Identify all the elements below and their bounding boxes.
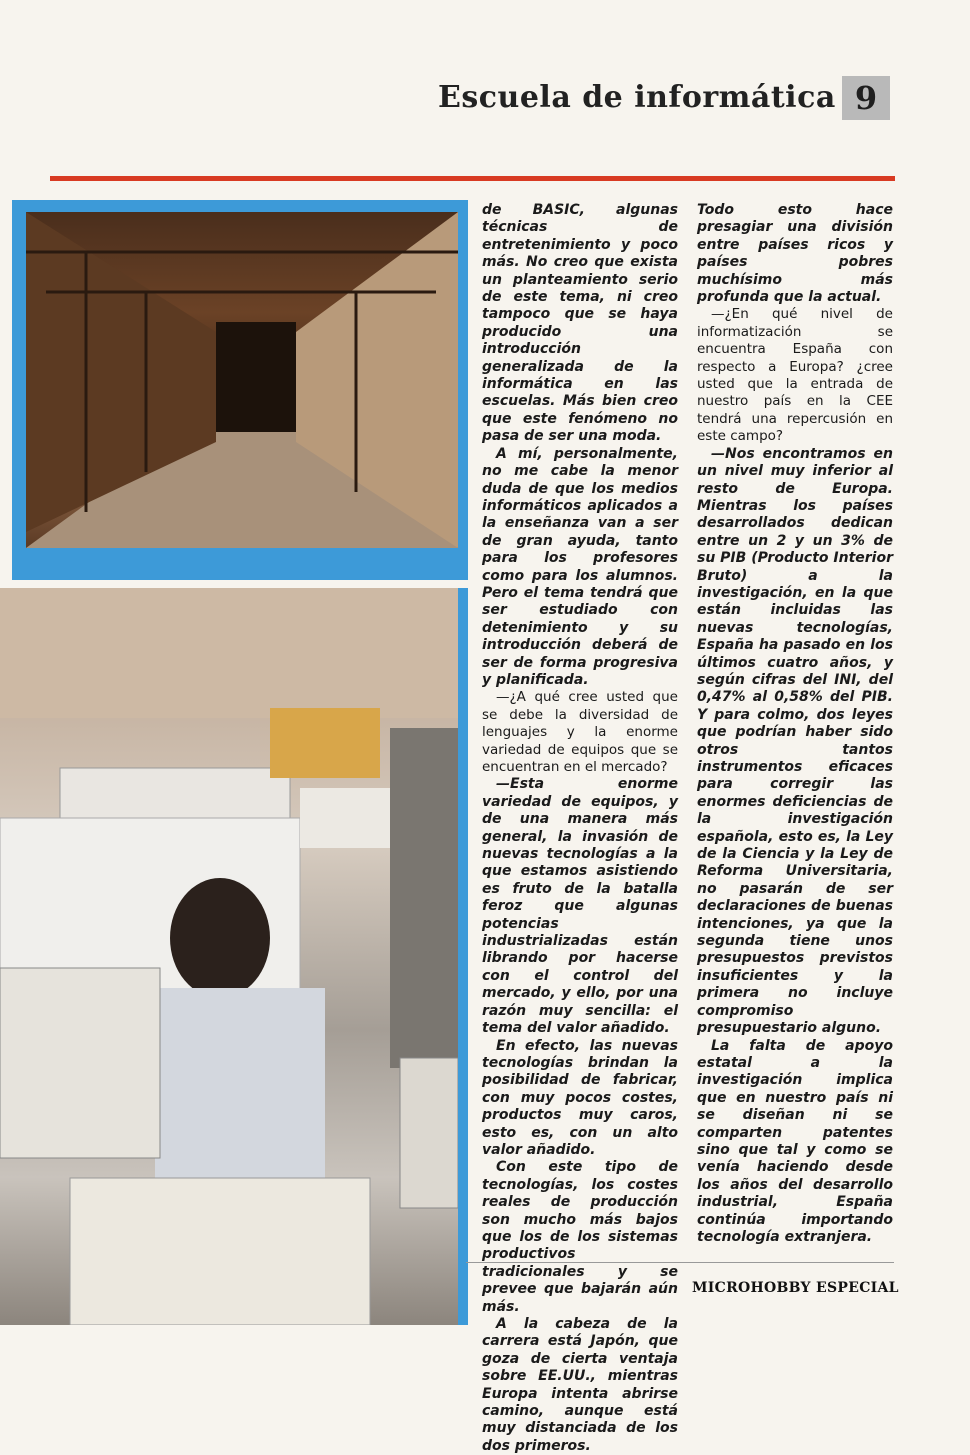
header-red-rule	[50, 176, 895, 181]
question-paragraph: —¿En qué nivel de informatización se encuentra España con respecto a Europa? ¿cree usted que la entrada de nuestro país en la CEE tendrá una repercusión en este campo?	[697, 306, 893, 445]
footer-rule	[466, 1262, 894, 1263]
paragraph: de BASIC, algunas técnicas de entretenimiento y poco más. No creo que exista un planteamiento serio de este tema, ni creo tampoco que se haya producido una introducción generalizada de la informática en las escuelas. Más bien creo que este fenómeno no pasa de ser una moda.	[482, 202, 678, 445]
blue-band-bottom-edge	[458, 588, 468, 1325]
paragraph: Con este tipo de tecnologías, los costes reales de producción son mucho más bajos que los de los sistemas productivos tradicionales y se prevee que bajarán aún más.	[482, 1159, 678, 1315]
article-column-left	[482, 202, 678, 1455]
computer-room-photo	[0, 588, 458, 1325]
paragraph: En efecto, las nuevas tecnologías brindan la posibilidad de fabricar, con muy pocos costes, productos muy caros, esto es, con un alto valor añadido.	[482, 1037, 678, 1158]
corridor-illustration	[26, 212, 458, 548]
paragraph: —Nos encontramos en un nivel muy inferior al resto de Europa. Mientras los países desarrollados dedican entre un 2 y un 3% de su PIB (Producto Interior Bruto) a la investigación, en la que están incluidas las nuevas tecnologías, España ha pasado en los últimos cuatro años, y según cifras del INI, del 0,47% al 0,58% del PIB. Y para colmo, dos leyes que podrían haber sido otros tantos instrumentos eficaces para corregir las enormes deficiencias de la investigación española, esto es, la Ley de la Ciencia y la Ley de Reforma Universitaria, no pasarán de ser declaraciones de buenas intenciones, ya que la segunda tiene unos presupuestos previstos insuficientes y la primera no incluye compromiso presupuestario alguno.	[697, 445, 893, 1037]
article-column-right	[697, 202, 893, 1246]
paragraph: La falta de apoyo estatal a la investigación implica que en nuestro país ni se diseñan ni se comparten patentes sino que tal y como se venía haciendo desde los años del desarrollo industrial, España continúa importando tecnología extranjera.	[697, 1037, 893, 1245]
paragraph: —Esta enorme variedad de equipos, y de una manera más general, la invasión de nuevas tecnologías a la que estamos asistiendo es fruto de la batalla feroz que algunas potencias industrializadas están librando por hacerse con el control del mercado, y ello, por una razón muy sencilla: el tema del valor añadido.	[482, 776, 678, 1037]
magazine-footer: MICROHOBBY ESPECIAL	[692, 1280, 899, 1296]
paragraph: A la cabeza de la carrera está Japón, que goza de cierta ventaja sobre EE.UU., mientras Europa intenta abrirse camino, aunque está muy distanciada de los dos primeros.	[482, 1316, 678, 1454]
corridor-photo	[26, 212, 458, 548]
paragraph: Todo esto hace presagiar una división entre países ricos y países pobres muchísimo más profunda que la actual.	[697, 202, 893, 306]
question-paragraph: —¿A qué cree usted que se debe la diversidad de lenguajes y la enorme variedad de equipos que se encuentran en el mercado?	[482, 689, 678, 775]
paragraph: A mí, personalmente, no me cabe la menor duda de que los medios informáticos aplicados a la enseñanza van a ser de gran ayuda, tanto para los profesores como para los alumnos. Pero el tema tendrá que ser estudiado con detenimiento y su introducción deberá de ser de forma progresiva y planificada.	[482, 445, 678, 688]
page-number-badge: 9	[842, 76, 890, 120]
page-title: Escuela de informática	[438, 80, 836, 115]
computer-room-illustration	[0, 588, 458, 1325]
